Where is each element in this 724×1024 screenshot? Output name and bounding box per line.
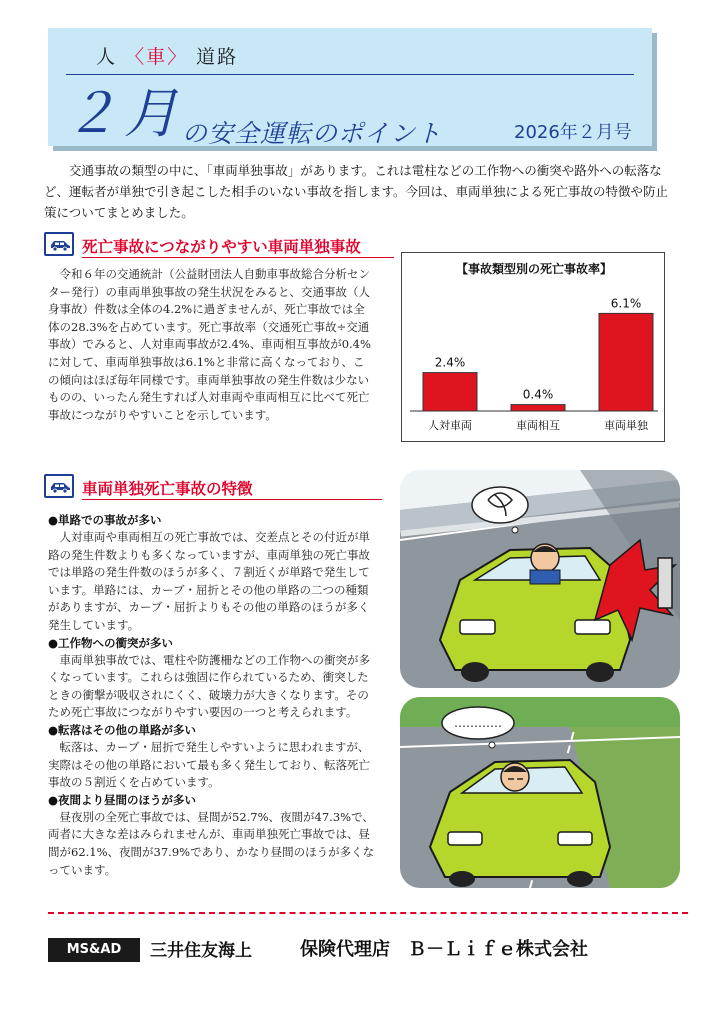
- crash-illustration: [400, 470, 680, 688]
- feature-item: [48, 722, 378, 792]
- section2-heading: [44, 474, 384, 500]
- header-banner: [48, 28, 652, 146]
- feature-text: 昼夜別の全死亡事故では、昼間が52.7%、夜間が47.3%で、両者に大きな差はみられませんが、車両単独死亡事故では、昼間が62.1%、夜間が37.9%であり、かなり昼間のほうが多くなっています。: [48, 809, 375, 877]
- feature-title: ●転落はその他の単路が多い: [48, 722, 197, 737]
- feature-title: ●工作物への衝突が多い: [48, 635, 174, 650]
- chart-data-label: 2.4%: [434, 355, 466, 370]
- section1-underline: [82, 257, 394, 258]
- feature-text: 転落は、カーブ・屈折で発生しやすいように思われますが、実際はその他の単路において最も多く発生しており、転落死亡事故の５割近くを占めています。: [48, 739, 370, 790]
- chart-canvas: [402, 253, 666, 443]
- feature-item: [48, 635, 378, 722]
- feature-item: [48, 792, 378, 879]
- section2-title: 車両単独死亡事故の特徴: [82, 480, 253, 498]
- thought-bubble-text: …………: [454, 716, 502, 730]
- section2-underline: [82, 499, 382, 500]
- chart-category-label: 車両相互: [516, 419, 560, 432]
- car-icon: [44, 474, 74, 498]
- header-rule: [66, 74, 634, 75]
- msad-logo: MS&AD: [48, 938, 140, 962]
- section1-heading: [44, 232, 394, 258]
- drowsy-driver-illustration: [400, 697, 680, 888]
- chart-data-label: 6.1%: [610, 296, 642, 311]
- agency-name: 保険代理店 Ｂ－Ｌｉｆｅ株式会社: [300, 939, 588, 960]
- feature-item: [48, 512, 378, 635]
- section1-title: 死亡事故につながりやすい車両単独事故: [82, 238, 361, 256]
- feature-title: ●単路での事故が多い: [48, 513, 162, 527]
- footer-divider: [48, 912, 688, 914]
- page-title: の安全運転のポイント: [182, 119, 443, 148]
- issue-date: 2026年２月号: [514, 122, 632, 143]
- series-title: 人 〈車〉 道路: [96, 46, 239, 68]
- chart-data-label: 0.4%: [522, 387, 554, 402]
- section1-body: 令和６年の交通統計（公益財団法人自動車事故総合分析センター発行）の車両単独事故の発生状況をみると、交通事故（人身事故）件数は全体の4.2%に過ぎませんが、死亡事故では全体の28.3%を占めています。死亡事故率（交通死亡事故÷交通事故）でみると、人対車両事故が2.4%、車両相互事故が0.4%に対して、車両単独事故は6.1%と非常に高くなっており、この傾向はほぼ毎年同様です。車両単独事故の発生件数は少ないものの、いったん発生すれば人対車両や車両相互に比べて死亡事故につながりやすいことを示しています。: [48, 267, 371, 422]
- fatality-rate-chart: [401, 252, 665, 442]
- feature-text: 車両単独事故では、電柱や防護柵などの工作物への衝突が多くなっています。これらは強固に作られているため、衝突したときの衝撃が吸収されにくく、破壊力が大きくなります。そのため死亡事故につながりやすい要因の一つと考えられます。: [48, 652, 370, 720]
- insurer-name: 三井住友海上: [150, 941, 252, 961]
- chart-category-label: 人対車両: [428, 419, 472, 432]
- chart-bar: [511, 405, 565, 411]
- intro-paragraph: 交通事故の類型の中に、「車両単独事故」があります。これは電柱などの工作物への衝突や路外への転落など、運転者が単独で引き起こした相手のいない事故を指します。今回は、車両単独による死亡事故の特徴や防止策についてまとめました。: [44, 163, 669, 220]
- feature-title: ●夜間より昼間のほうが多い: [48, 792, 197, 807]
- chart-title: 【事故類型別の死亡事故率】: [455, 262, 613, 276]
- chart-category-label: 車両単独: [604, 419, 648, 432]
- car-icon: [44, 232, 74, 256]
- chart-bar: [599, 313, 653, 411]
- chart-bar: [423, 373, 477, 411]
- feature-text: 人対車両や車両相互の死亡事故では、交差点とその付近が単路の発生件数よりも多くなっていますが、車両単独の死亡事故では単路の発生件数のほうが多く、７割近くが単路で発生しています。単路には、カーブ・屈折とその他の単路の二つの種類がありますが、カーブ・屈折よりもその他の単路のほうが多く発生しています。: [48, 530, 370, 632]
- month-number: ２月: [64, 82, 184, 145]
- features-list: [48, 512, 378, 879]
